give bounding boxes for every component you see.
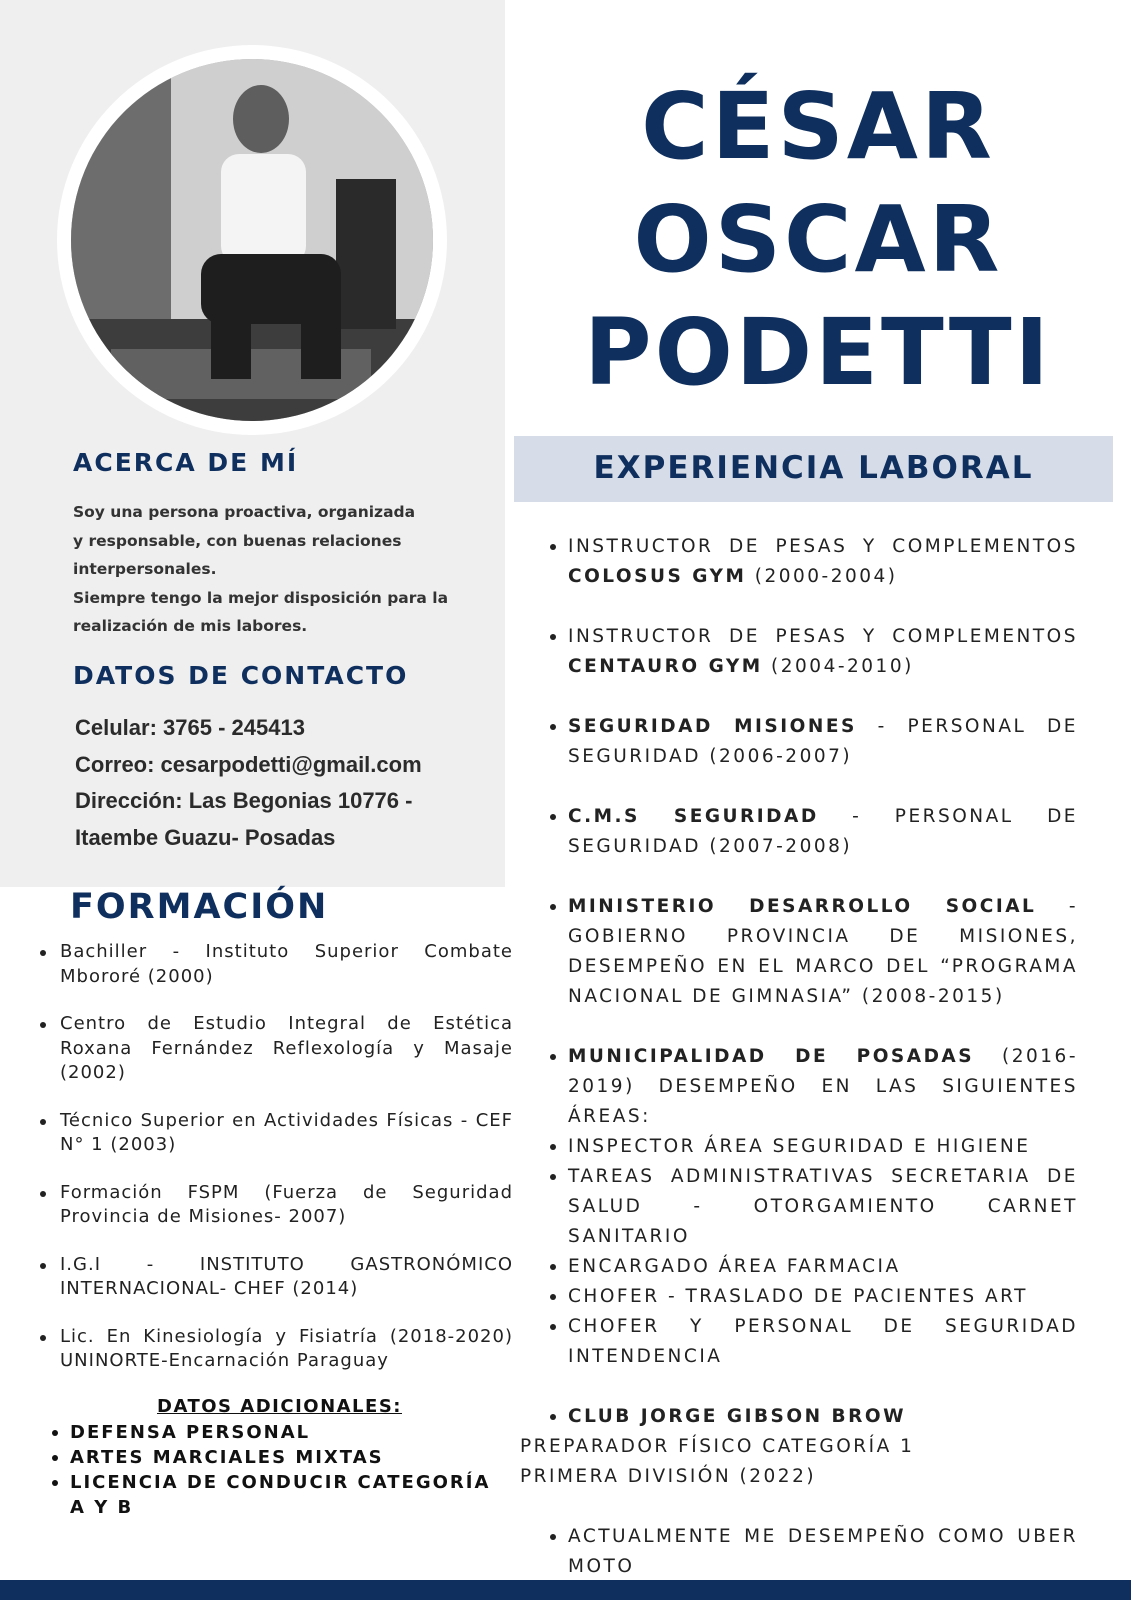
exp-text: INSTRUCTOR DE PESAS Y COMPLEMENTOS [568, 536, 1078, 557]
about-line: realización de mis labores. [73, 617, 308, 635]
experience-item [548, 1042, 1078, 1132]
experience-list [520, 532, 1078, 1582]
experience-subitem: CHOFER - TRASLADO DE PACIENTES ART [548, 1282, 1078, 1312]
bottom-bar [0, 1580, 1131, 1600]
experience-item [548, 1402, 1078, 1432]
about-line: Soy una persona proactiva, organizada [73, 503, 416, 521]
contact-title: DATOS DE CONTACTO [73, 661, 409, 690]
extra-list [50, 1420, 510, 1520]
exp-company: SEGURIDAD MISIONES [568, 716, 857, 737]
formation-list [40, 940, 513, 1397]
about-title: ACERCA DE MÍ [73, 448, 299, 477]
exp-years: (2000-2004) [746, 566, 898, 587]
profile-photo-frame [57, 45, 447, 435]
name-line-first: CÉSAR [641, 73, 995, 180]
about-text [73, 498, 483, 641]
extra-title: DATOS ADICIONALES: [157, 1396, 402, 1417]
about-line: Siempre tengo la mejor disposición para la [73, 588, 449, 607]
experience-item [548, 802, 1078, 862]
extra-item: DEFENSA PERSONAL [50, 1420, 510, 1445]
exp-company: CENTAURO GYM [568, 656, 763, 677]
experience-item [548, 622, 1078, 682]
name-line-last: PODETTI [584, 299, 1052, 406]
experience-item: ACTUALMENTE ME DESEMPEÑO COMO UBER MOTO [548, 1522, 1078, 1582]
exp-text: (2016-2019) DESEMPEÑO EN LAS SIGUIENTES ÁREAS: [568, 1046, 1078, 1127]
formation-item: I.G.I - INSTITUTO GASTRONÓMICO INTERNACIONAL- CHEF (2014) [40, 1253, 513, 1302]
experience-subitem: CHOFER Y PERSONAL DE SEGURIDAD INTENDENCIA [548, 1312, 1078, 1372]
about-line: interpersonales. [73, 560, 217, 578]
formation-item: Centro de Estudio Integral de Estética Roxana Fernández Reflexología y Masaje (2002) [40, 1012, 513, 1086]
extra-item: LICENCIA DE CONDUCIR CATEGORÍA A Y B [50, 1470, 510, 1520]
person-photo-illustration [71, 59, 433, 421]
exp-company: COLOSUS GYM [568, 566, 747, 587]
formation-item: Bachiller - Instituto Superior Combate Mbororé (2000) [40, 940, 513, 989]
experience-title: EXPERIENCIA LABORAL [593, 450, 1034, 486]
formation-item: Formación FSPM (Fuerza de Seguridad Provincia de Misiones- 2007) [40, 1181, 513, 1230]
exp-company: CLUB JORGE GIBSON BROW [568, 1406, 907, 1427]
profile-photo [71, 59, 433, 421]
contact-address-line2: Itaembe Guazu- Posadas [75, 824, 336, 850]
experience-line: PREPARADOR FÍSICO CATEGORÍA 1 [520, 1436, 915, 1457]
contact-list [75, 710, 505, 856]
experience-item [548, 892, 1078, 1012]
experience-subitem: ENCARGADO ÁREA FARMACIA [548, 1252, 1078, 1282]
experience-item [548, 532, 1078, 592]
about-line: y responsable, con buenas relaciones [73, 531, 402, 550]
experience-header-band [514, 436, 1113, 502]
exp-text: INSTRUCTOR DE PESAS Y COMPLEMENTOS [568, 626, 1078, 647]
extra-item: ARTES MARCIALES MIXTAS [50, 1445, 510, 1470]
exp-company: MUNICIPALIDAD DE POSADAS [568, 1046, 975, 1067]
exp-years: (2004-2010) [762, 656, 914, 677]
contact-email: Correo: cesarpodetti@gmail.com [75, 751, 422, 777]
contact-phone: Celular: 3765 - 245413 [75, 715, 305, 740]
formation-item: Técnico Superior en Actividades Físicas - CEF N° 1 (2003) [40, 1109, 513, 1158]
full-name [505, 70, 1131, 409]
name-line-middle: OSCAR [633, 186, 1003, 293]
formation-item: Lic. En Kinesiología y Fisiatría (2018-2020) UNINORTE-Encarnación Paraguay [40, 1325, 513, 1374]
experience-subitem: INSPECTOR ÁREA SEGURIDAD E HIGIENE [548, 1132, 1078, 1162]
experience-subitem: TAREAS ADMINISTRATIVAS SECRETARIA DE SALUD - OTORGAMIENTO CARNET SANITARIO [548, 1162, 1078, 1252]
exp-text: - PERSONAL DE SEGURIDAD (2007-2008) [568, 806, 1078, 857]
exp-text: - GOBIERNO PROVINCIA DE MISIONES, DESEMPEÑO EN EL MARCO DEL “PROGRAMA NACIONAL DE GIMNASIA” (2008-2015) [568, 896, 1078, 1007]
experience-item [548, 712, 1078, 772]
exp-text: - PERSONAL DE SEGURIDAD (2006-2007) [568, 716, 1078, 767]
exp-company: MINISTERIO DESARROLLO SOCIAL [568, 896, 1037, 917]
exp-company: C.M.S SEGURIDAD [568, 806, 819, 827]
contact-address-line1: Dirección: Las Begonias 10776 - [75, 788, 413, 813]
formation-title: FORMACIÓN [70, 887, 329, 927]
experience-line: PRIMERA DIVISIÓN (2022) [520, 1466, 817, 1487]
